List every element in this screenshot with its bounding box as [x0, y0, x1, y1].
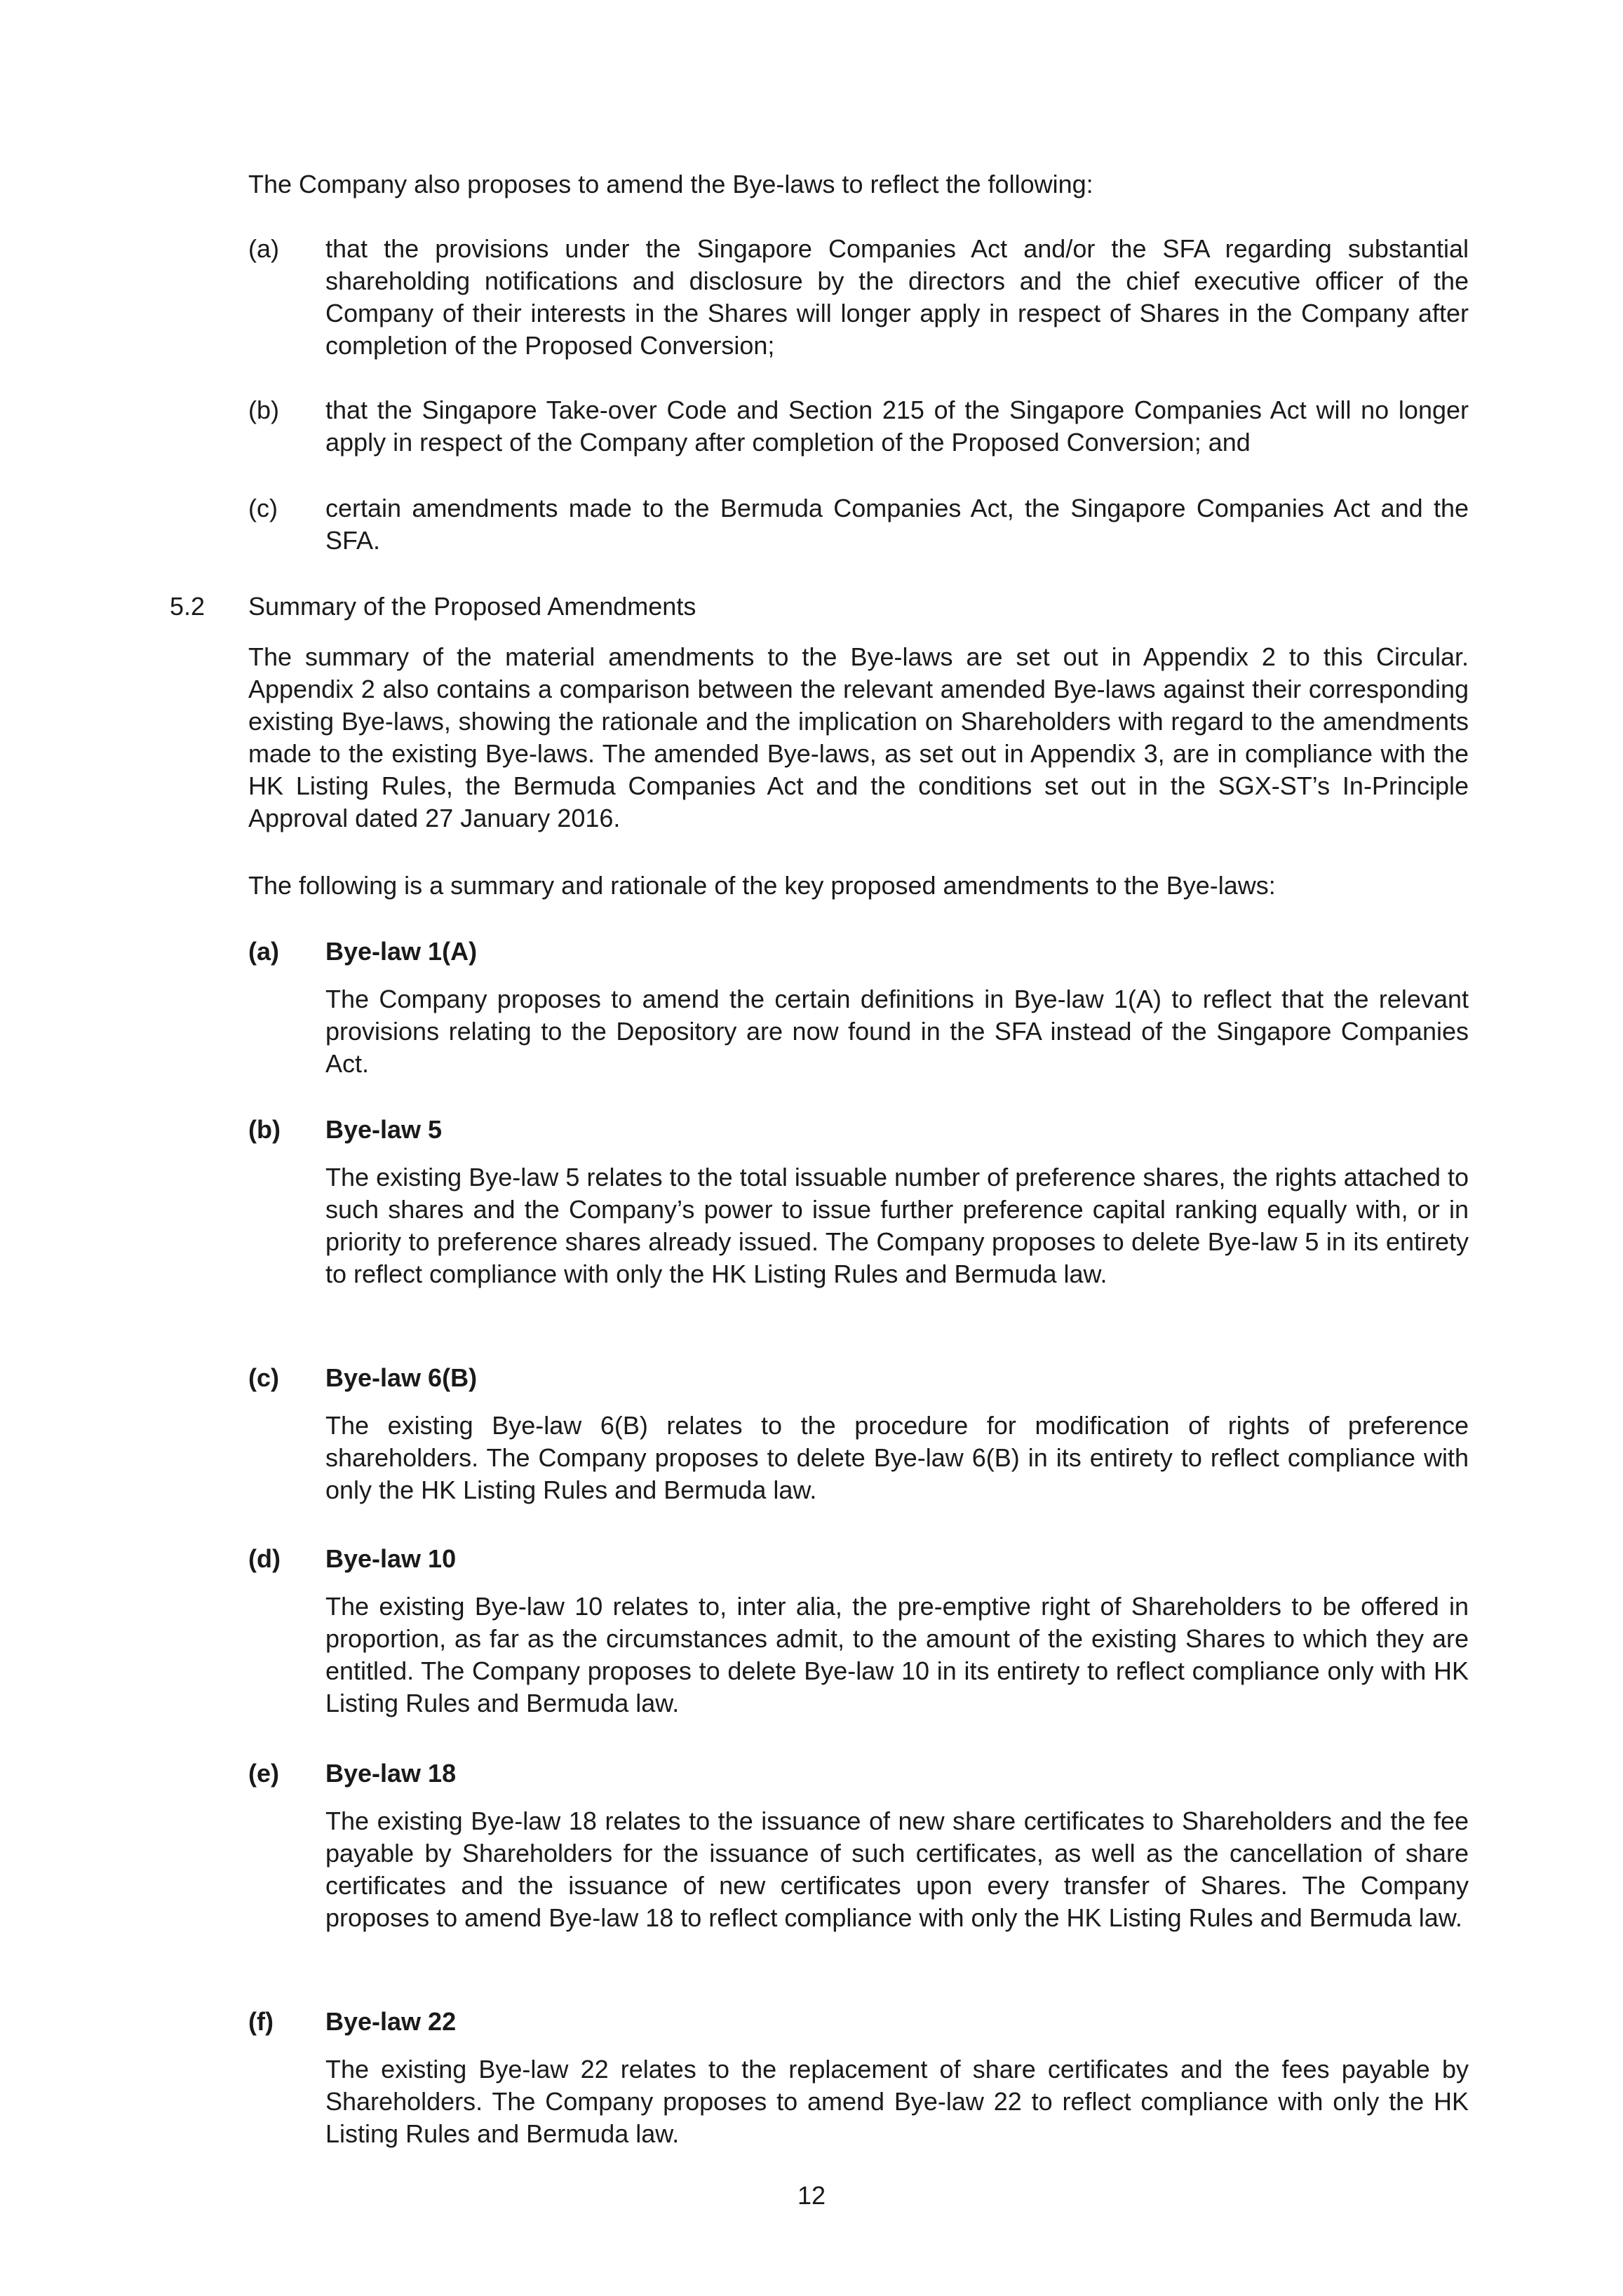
byelaw-heading: Bye-law 10: [325, 1544, 457, 1573]
list-item-text: certain amendments made to the Bermuda Companies Act, the Singapore Companies Act and the SFA.: [325, 494, 1469, 555]
byelaw-heading: Bye-law 22: [325, 2007, 457, 2036]
list-item-label: (c): [248, 494, 278, 522]
byelaw-body: The existing Bye-law 10 relates to, inter alia, the pre-emptive right of Shareholders to be offered in proportion, as far as the circumstances admit, to the amount of the existing Shares to which they are entitled. The Company proposes to delete Bye-law 10 in its entirety to reflect compliance only with HK Listing Rules and Bermuda law.: [325, 1592, 1469, 1717]
following-paragraph: The following is a summary and rationale of the key proposed amendments to the Bye-laws:: [248, 871, 1276, 900]
list-item-label: (a): [248, 234, 279, 263]
intro-paragraph: The Company also proposes to amend the Bye-laws to reflect the following:: [248, 170, 1093, 198]
byelaw-heading: Bye-law 6(B): [325, 1363, 478, 1392]
byelaw-body: The existing Bye-law 22 relates to the replacement of share certificates and the fees payable by Shareholders. The Company proposes to amend Bye-law 22 to reflect compliance with only the HK Listing Rules and Bermuda law.: [325, 2055, 1469, 2148]
page-number: 12: [797, 2181, 826, 2210]
summary-paragraph: The summary of the material amendments to the Bye-laws are set out in Appendix 2 to this Circular. Appendix 2 also contains a comparison between the relevant amended Bye-laws against their corresponding existing Bye-laws, showing the rationale and the implication on Shareholders with regard to the amendments made to the existing Bye-laws. The amended Bye-laws, as set out in Appendix 3, are in compliance with the HK Listing Rules, the Bermuda Companies Act and the conditions set out in the SGX-ST’s In-Principle Approval dated 27 January 2016.: [248, 642, 1469, 832]
list-item-text: that the provisions under the Singapore Companies Act and/or the SFA regarding substantial shareholding notifications and disclosure by the directors and the chief executive officer of the Company of their interests in the Shares will longer apply in respect of Shares in the Company after completion of the Proposed Conversion;: [325, 234, 1469, 360]
byelaw-heading: Bye-law 18: [325, 1759, 457, 1788]
section-title: Summary of the Proposed Amendments: [248, 592, 696, 621]
byelaw-body: The existing Bye-law 6(B) relates to the procedure for modification of rights of preference shareholders. The Company proposes to delete Bye-law 6(B) in its entirety to reflect compliance with only the HK Listing Rules and Bermuda law.: [325, 1411, 1469, 1504]
byelaw-label: (f): [248, 2007, 274, 2036]
byelaw-item: [248, 2006, 1469, 2150]
byelaw-item: [248, 1543, 1469, 1720]
list-item: [248, 492, 1469, 557]
list-item: [248, 394, 1469, 459]
byelaw-body: The existing Bye-law 5 relates to the total issuable number of preference shares, the rights attached to such shares and the Company’s power to issue further preference capital ranking equally with, or in priority to preference shares already issued. The Company proposes to delete Bye-law 5 in its entirety to reflect compliance with only the HK Listing Rules and Bermuda law.: [325, 1163, 1469, 1288]
byelaw-heading: Bye-law 1(A): [325, 937, 478, 966]
byelaw-label: (a): [248, 937, 279, 966]
byelaw-body: The Company proposes to amend the certain definitions in Bye-law 1(A) to reflect that the relevant provisions relating to the Depository are now found in the SFA instead of the Singapore Companies Act.: [325, 985, 1469, 1078]
list-item: [248, 233, 1469, 362]
byelaw-item: [248, 1757, 1469, 1934]
byelaw-label: (c): [248, 1363, 279, 1392]
byelaw-label: (e): [248, 1759, 279, 1788]
byelaw-label: (d): [248, 1544, 281, 1573]
byelaw-body: The existing Bye-law 18 relates to the issuance of new share certificates to Shareholders and the fee payable by Shareholders for the issuance of such certificates, as well as the cancellation of share certificates and the issuance of new certificates upon every transfer of Shares. The Company proposes to amend Bye-law 18 to reflect compliance with only the HK Listing Rules and Bermuda law.: [325, 1807, 1469, 1932]
byelaw-label: (b): [248, 1115, 281, 1144]
byelaw-item: [248, 1362, 1469, 1506]
byelaw-item: [248, 936, 1469, 1080]
byelaw-heading: Bye-law 5: [325, 1115, 443, 1144]
list-item-label: (b): [248, 396, 279, 424]
section-number: 5.2: [170, 592, 206, 621]
list-item-text: that the Singapore Take-over Code and Section 215 of the Singapore Companies Act will no longer apply in respect of the Company after completion of the Proposed Conversion; and: [325, 396, 1469, 457]
byelaw-item: [248, 1114, 1469, 1290]
